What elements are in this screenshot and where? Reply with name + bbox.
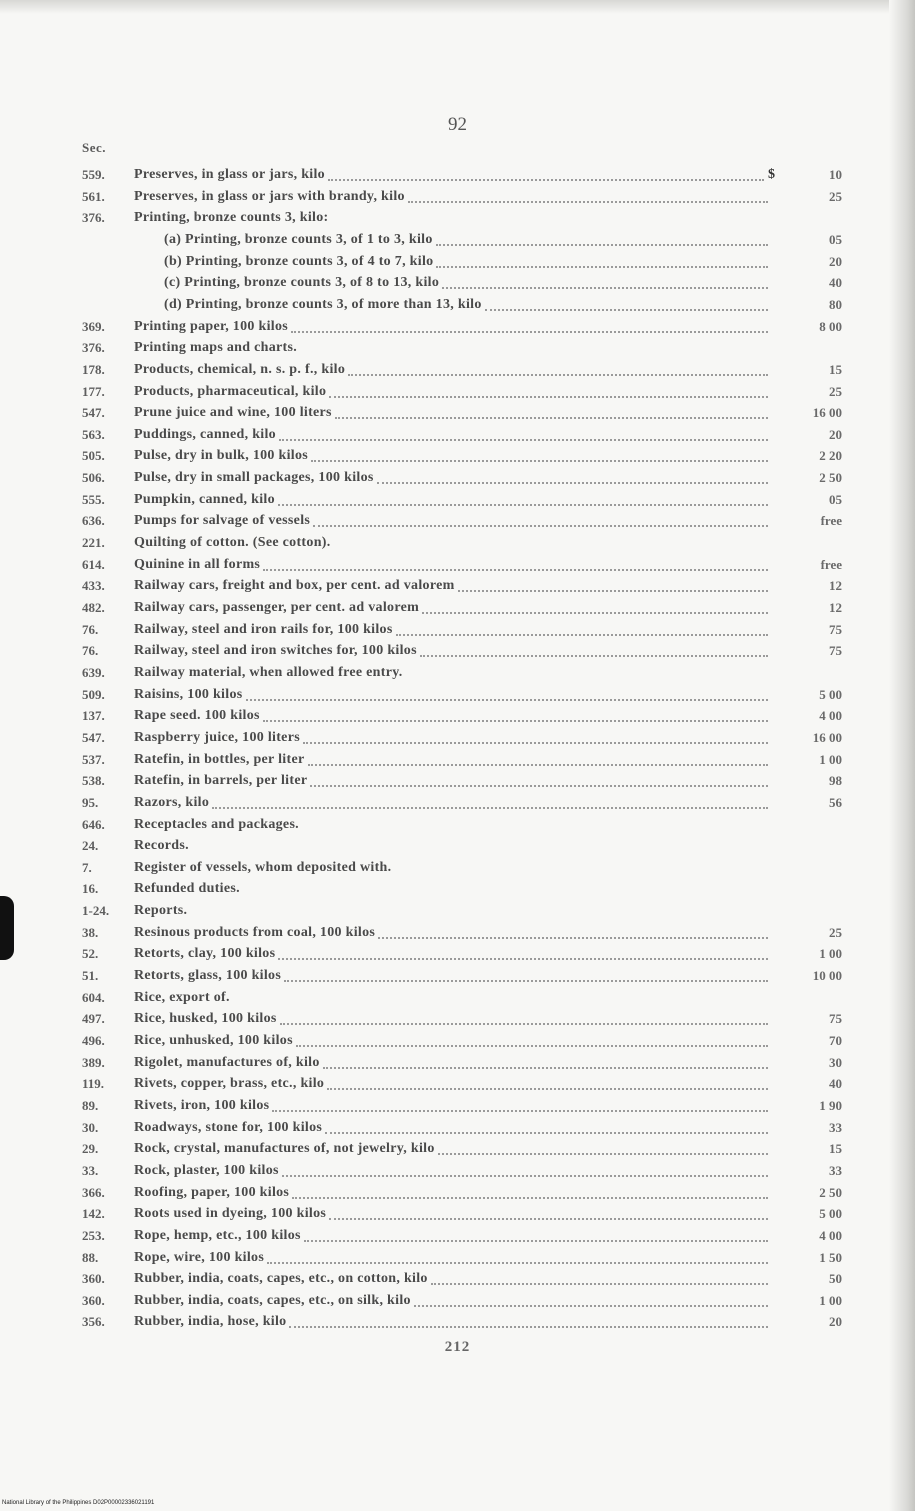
duty-rate: 05 xyxy=(829,231,842,247)
table-row xyxy=(82,943,842,964)
dot-leader xyxy=(420,655,768,657)
duty-rate: 20 xyxy=(829,426,842,442)
duty-rate: 2 50 xyxy=(819,470,842,486)
table-row xyxy=(82,229,842,250)
table-row xyxy=(82,770,842,791)
duty-rate: 1 50 xyxy=(819,1249,842,1265)
dot-leader xyxy=(280,1023,768,1025)
section-number: 253. xyxy=(82,1227,105,1243)
dot-leader xyxy=(278,958,768,960)
duty-rate: 1 00 xyxy=(819,751,842,767)
table-row xyxy=(82,619,842,640)
dot-leader xyxy=(485,309,768,311)
duty-rate: 75 xyxy=(829,643,842,659)
item-description: Rice, export of. xyxy=(134,989,230,1005)
dot-leader xyxy=(348,374,768,376)
table-row xyxy=(82,186,842,207)
item-description: Receptacles and packages. xyxy=(134,816,299,832)
section-number: 646. xyxy=(82,816,105,832)
dot-leader xyxy=(438,1153,768,1155)
dot-leader xyxy=(377,482,768,484)
item-description: Register of vessels, whom deposited with. xyxy=(134,859,392,875)
table-row xyxy=(82,1073,842,1094)
item-description: Rice, husked, 100 kilos xyxy=(134,1011,277,1027)
dot-leader xyxy=(311,460,768,462)
section-number: 561. xyxy=(82,188,105,204)
duty-rate: 4 00 xyxy=(819,1227,842,1243)
dot-leader xyxy=(422,612,768,614)
dot-leader xyxy=(329,396,768,398)
item-description: Roots used in dyeing, 100 kilos xyxy=(134,1206,327,1222)
dot-leader xyxy=(325,1132,768,1134)
section-number: 547. xyxy=(82,405,105,421)
duty-rate: 98 xyxy=(829,773,842,789)
dot-leader xyxy=(246,699,768,701)
item-description: Pulse, dry in bulk, 100 kilos xyxy=(134,448,309,464)
duty-rate: 12 xyxy=(829,578,842,594)
item-description: Ratefin, in barrels, per liter xyxy=(134,773,308,789)
section-number: 636. xyxy=(82,513,105,529)
dot-leader xyxy=(378,937,768,939)
dot-leader xyxy=(328,179,764,181)
table-row xyxy=(82,207,842,228)
section-number: 369. xyxy=(82,318,105,334)
item-description: Rape seed. 100 kilos xyxy=(134,708,260,724)
table-row xyxy=(82,684,842,705)
section-number: 33. xyxy=(82,1162,99,1178)
item-description: Railway cars, freight and box, per cent. ad valorem xyxy=(134,578,455,594)
dot-leader xyxy=(291,331,768,333)
section-number: 555. xyxy=(82,491,105,507)
dot-leader xyxy=(278,504,768,506)
table-row xyxy=(82,987,842,1008)
duty-rate: 05 xyxy=(829,491,842,507)
dot-leader xyxy=(408,201,768,203)
dot-leader xyxy=(327,1088,768,1090)
section-number: 563. xyxy=(82,426,105,442)
dot-leader xyxy=(263,569,768,571)
section-number: 639. xyxy=(82,664,105,680)
section-number: 177. xyxy=(82,383,105,399)
section-number: 433. xyxy=(82,578,105,594)
dot-leader xyxy=(308,764,768,766)
duty-rate: 10 xyxy=(829,167,842,182)
item-description: Raisins, 100 kilos xyxy=(134,686,243,702)
duty-rate: free xyxy=(820,556,842,572)
section-number: 30. xyxy=(82,1119,99,1135)
section-number: 95. xyxy=(82,794,99,810)
duty-rate: 12 xyxy=(829,600,842,615)
section-number: 51. xyxy=(82,968,99,984)
dot-leader xyxy=(282,1175,768,1177)
table-row xyxy=(82,402,842,423)
table-row xyxy=(82,662,842,683)
section-number: 496. xyxy=(82,1033,105,1048)
section-number: 52. xyxy=(82,946,99,962)
dot-leader xyxy=(279,439,768,441)
section-number: 137. xyxy=(82,708,105,724)
section-number: 356. xyxy=(82,1314,105,1330)
item-description: Records. xyxy=(134,838,189,854)
item-description: Refunded duties. xyxy=(134,881,240,897)
table-row xyxy=(82,1160,842,1181)
dot-leader xyxy=(289,1326,768,1328)
item-description: Resinous products from coal, 100 kilos xyxy=(134,924,376,940)
table-row xyxy=(82,814,842,835)
dot-leader xyxy=(323,1067,768,1069)
duty-rate: 25 xyxy=(829,188,842,204)
duty-rate: 5 00 xyxy=(819,1206,842,1222)
table-row xyxy=(82,337,842,358)
section-number: 24. xyxy=(82,838,99,854)
duty-rate: 20 xyxy=(829,1314,842,1330)
table-row xyxy=(82,1247,842,1268)
table-row xyxy=(82,1290,842,1311)
dot-leader xyxy=(396,634,768,636)
section-number: 119. xyxy=(82,1076,105,1092)
item-description: Rope, wire, 100 kilos xyxy=(134,1249,265,1265)
section-number: 614. xyxy=(82,556,105,572)
section-number: 604. xyxy=(82,989,105,1005)
section-number: 178. xyxy=(82,361,105,377)
table-row xyxy=(82,272,842,293)
table-row xyxy=(82,532,842,553)
item-description: Rubber, india, coats, capes, etc., on cotton, kilo xyxy=(134,1271,428,1287)
section-number: 7. xyxy=(82,859,92,875)
table-row xyxy=(82,1008,842,1029)
duty-rate: 33 xyxy=(829,1119,842,1135)
item-description: Rivets, iron, 100 kilos xyxy=(134,1097,270,1113)
item-description: Products, pharmaceutical, kilo xyxy=(134,383,327,399)
item-description: Rubber, india, hose, kilo xyxy=(134,1314,287,1330)
section-number: 389. xyxy=(82,1054,105,1070)
section-number: 547. xyxy=(82,729,105,745)
table-row xyxy=(82,900,842,921)
item-description: Rivets, copper, brass, etc., kilo xyxy=(134,1076,325,1092)
item-description: Pumpkin, canned, kilo xyxy=(134,491,275,507)
table-row xyxy=(82,251,842,272)
duty-rate: 16 00 xyxy=(812,729,842,745)
dot-leader xyxy=(313,525,768,527)
table-row xyxy=(82,1225,842,1246)
dot-leader xyxy=(458,590,768,592)
item-description: Products, chemical, n. s. p. f., kilo xyxy=(134,361,346,377)
duty-rate: 5 00 xyxy=(819,686,842,702)
section-number: 509. xyxy=(82,686,105,702)
duty-rate: 56 xyxy=(829,794,842,810)
section-number: 142. xyxy=(82,1206,105,1222)
table-row xyxy=(82,1030,842,1051)
item-description: Printing maps and charts. xyxy=(134,340,298,356)
item-description: Ratefin, in bottles, per liter xyxy=(134,751,305,767)
dot-leader xyxy=(296,1045,768,1047)
item-description: Puddings, canned, kilo xyxy=(134,426,276,442)
item-description: Pumps for salvage of vessels xyxy=(134,513,311,529)
duty-rate: 4 00 xyxy=(819,708,842,724)
section-number: 376. xyxy=(82,340,105,356)
duty-rate: 15 xyxy=(829,1141,842,1157)
dot-leader xyxy=(267,1262,768,1264)
dot-leader xyxy=(292,1197,768,1199)
duty-rate: 80 xyxy=(829,296,842,312)
dot-leader xyxy=(335,417,768,419)
table-row xyxy=(82,1311,842,1332)
section-number: 537. xyxy=(82,751,105,767)
table-row xyxy=(82,1182,842,1203)
item-description: Quilting of cotton. (See cotton). xyxy=(134,535,331,551)
item-description: (b) Printing, bronze counts 3, of 4 to 7, kilo xyxy=(164,253,434,269)
duty-rate: 75 xyxy=(829,1011,842,1027)
section-number: 559. xyxy=(82,167,105,182)
section-column-heading: Sec. xyxy=(82,140,107,155)
table-row xyxy=(82,1052,842,1073)
duty-rate: 33 xyxy=(829,1162,842,1178)
dot-leader xyxy=(329,1218,768,1220)
item-description: Razors, kilo xyxy=(134,794,210,810)
section-number: 497. xyxy=(82,1011,105,1027)
duty-rate: 10 00 xyxy=(812,968,842,984)
item-description: Printing paper, 100 kilos xyxy=(134,318,289,334)
item-description: Retorts, clay, 100 kilos xyxy=(134,946,276,962)
item-description: Preserves, in glass or jars with brandy, kilo xyxy=(134,188,405,204)
item-description: Rock, crystal, manufactures of, not jewelry, kilo xyxy=(134,1141,435,1157)
duty-rate: 20 xyxy=(829,253,842,269)
table-row xyxy=(82,359,842,380)
section-number: 88. xyxy=(82,1249,99,1265)
duty-rate: 30 xyxy=(829,1054,842,1070)
dot-leader xyxy=(303,742,768,744)
item-description: Railway material, when allowed free entry. xyxy=(134,664,403,680)
table-row xyxy=(82,554,842,575)
item-description: Railway, steel and iron rails for, 100 kilos xyxy=(134,621,393,637)
dot-leader xyxy=(436,266,768,268)
item-description: Printing, bronze counts 3, kilo: xyxy=(134,210,329,226)
table-row xyxy=(82,510,842,531)
table-row xyxy=(82,727,842,748)
item-description: Retorts, glass, 100 kilos xyxy=(134,968,282,984)
section-number: 221. xyxy=(82,535,105,551)
section-number: 506. xyxy=(82,470,105,486)
dot-leader xyxy=(212,807,768,809)
table-row xyxy=(82,1095,842,1116)
table-row xyxy=(82,792,842,813)
item-description: Rubber, india, coats, capes, etc., on silk, kilo xyxy=(134,1292,411,1308)
duty-rate: 25 xyxy=(829,383,842,399)
duty-rate: 15 xyxy=(829,361,842,377)
duty-rate: 25 xyxy=(829,924,842,940)
table-row xyxy=(82,467,842,488)
table-row xyxy=(82,705,842,726)
duty-rate: 1 00 xyxy=(819,946,842,962)
duty-rate: 1 90 xyxy=(819,1097,842,1113)
item-description: Roofing, paper, 100 kilos xyxy=(134,1184,290,1200)
section-number: 1-24. xyxy=(82,903,110,919)
table-row xyxy=(82,1117,842,1138)
dot-leader xyxy=(431,1283,768,1285)
section-number: 38. xyxy=(82,924,99,940)
item-description: Railway cars, passenger, per cent. ad valorem xyxy=(134,600,420,615)
table-row xyxy=(82,878,842,899)
item-description: (a) Printing, bronze counts 3, of 1 to 3, kilo xyxy=(164,231,433,247)
dot-leader xyxy=(263,720,768,722)
dot-leader xyxy=(436,244,768,246)
dot-leader xyxy=(304,1240,768,1242)
section-number: 505. xyxy=(82,448,105,464)
duty-rate: 50 xyxy=(829,1271,842,1287)
table-row xyxy=(82,965,842,986)
table-row xyxy=(82,381,842,402)
table-row xyxy=(82,1268,842,1289)
page-number-top: 92 xyxy=(448,114,467,135)
table-row xyxy=(82,489,842,510)
item-description: Rigolet, manufactures of, kilo xyxy=(134,1054,320,1070)
table-row xyxy=(82,424,842,445)
table-row xyxy=(82,1203,842,1224)
page-number-bottom: 212 xyxy=(444,1339,471,1355)
section-number: 89. xyxy=(82,1097,99,1113)
table-row xyxy=(82,857,842,878)
table-row xyxy=(82,922,842,943)
table-row xyxy=(82,445,842,466)
table-row xyxy=(82,316,842,337)
section-number: 360. xyxy=(82,1292,105,1308)
dot-leader xyxy=(414,1305,768,1307)
item-description: Rope, hemp, etc., 100 kilos xyxy=(134,1227,301,1243)
item-description: Railway, steel and iron switches for, 100 kilos xyxy=(134,643,417,659)
item-description: Pulse, dry in small packages, 100 kilos xyxy=(134,470,374,486)
section-number: 16. xyxy=(82,881,99,897)
section-number: 366. xyxy=(82,1184,105,1200)
table-row xyxy=(82,835,842,856)
section-number: 76. xyxy=(82,621,99,637)
duty-rate: 2 50 xyxy=(819,1184,842,1200)
dot-leader xyxy=(284,980,768,982)
dot-leader xyxy=(310,785,768,787)
item-description: Preserves, in glass or jars, kilo xyxy=(134,167,325,182)
item-description: Prune juice and wine, 100 liters xyxy=(134,405,332,421)
section-number: 76. xyxy=(82,643,99,659)
duty-rate: 1 00 xyxy=(819,1292,842,1308)
duty-rate: 40 xyxy=(829,275,842,291)
item-description: Reports. xyxy=(134,903,188,919)
duty-rate: 8 00 xyxy=(819,318,842,334)
table-row xyxy=(82,1138,842,1159)
dollar-sign: $ xyxy=(768,167,775,182)
item-description: Rice, unhusked, 100 kilos xyxy=(134,1033,293,1048)
section-number: 538. xyxy=(82,773,105,789)
section-number: 29. xyxy=(82,1141,99,1157)
duty-rate: 75 xyxy=(829,621,842,637)
duty-rate: 40 xyxy=(829,1076,842,1092)
section-number: 360. xyxy=(82,1271,105,1287)
table-row xyxy=(82,164,842,185)
item-description: Raspberry juice, 100 liters xyxy=(134,729,300,745)
table-row xyxy=(82,640,842,661)
item-description: (d) Printing, bronze counts 3, of more than 13, kilo xyxy=(164,296,482,312)
duty-rate: 16 00 xyxy=(812,405,842,421)
item-description: Quinine in all forms xyxy=(134,556,261,572)
duty-rate: 70 xyxy=(829,1033,842,1048)
footer-credit: National Library of the Philippines D02P00002336021191 xyxy=(2,1500,155,1506)
duty-rate: free xyxy=(820,513,842,529)
item-description: Roadways, stone for, 100 kilos xyxy=(134,1119,323,1135)
dot-leader xyxy=(442,287,768,289)
section-number: 376. xyxy=(82,210,105,226)
item-description: Rock, plaster, 100 kilos xyxy=(134,1162,279,1178)
table-row xyxy=(82,597,842,618)
duty-rate: 2 20 xyxy=(819,448,842,464)
item-description: (c) Printing, bronze counts 3, of 8 to 13, kilo xyxy=(164,275,440,291)
dot-leader xyxy=(272,1110,768,1112)
table-row xyxy=(82,749,842,770)
table-row xyxy=(82,575,842,596)
section-number: 482. xyxy=(82,600,105,615)
table-row xyxy=(82,294,842,315)
